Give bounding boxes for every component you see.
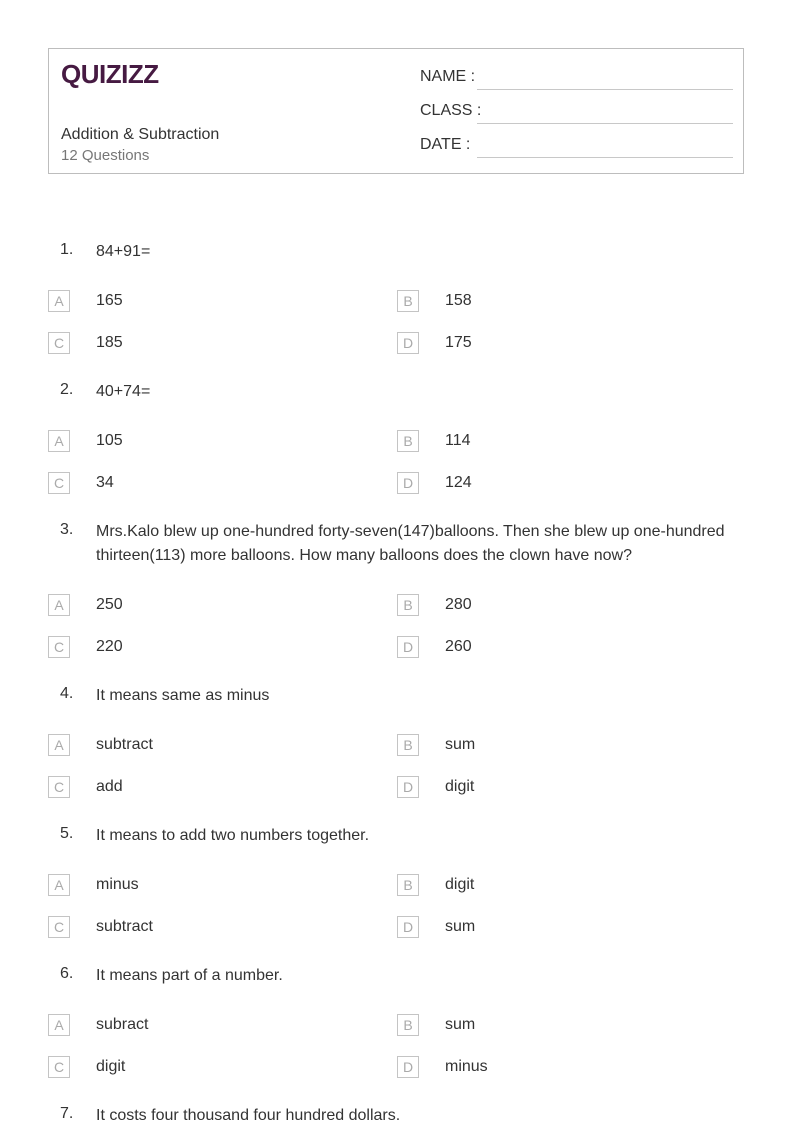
- option-d-box[interactable]: D: [397, 916, 419, 938]
- option-a-box[interactable]: A: [48, 594, 70, 616]
- question-text: It means part of a number.: [96, 967, 283, 984]
- question-text: 84+91=: [96, 243, 151, 260]
- option-d-text: digit: [445, 778, 475, 795]
- option-a-text: 165: [96, 292, 123, 309]
- option-d-text: 124: [445, 474, 472, 491]
- option-d-box[interactable]: D: [397, 472, 419, 494]
- question-number: 6.: [60, 965, 74, 982]
- question-text: It means to add two numbers together.: [96, 827, 370, 844]
- option-c-box[interactable]: C: [48, 332, 70, 354]
- option-b-box[interactable]: B: [397, 430, 419, 452]
- option-b-text: 280: [445, 596, 472, 613]
- option-b-text: sum: [445, 736, 476, 753]
- question-text: Mrs.Kalo blew up one-hundred forty-seven(147)balloons. Then she blew up one-hundred thirteen(113) more balloons. How many balloons does the clown have now?: [96, 523, 725, 564]
- option-a-box[interactable]: A: [48, 290, 70, 312]
- option-b-text: sum: [445, 1016, 476, 1033]
- option-b-box[interactable]: B: [397, 874, 419, 896]
- option-d-text: 175: [445, 334, 472, 351]
- option-d-box[interactable]: D: [397, 636, 419, 658]
- date-label: DATE :: [420, 136, 471, 153]
- option-c-text: add: [96, 778, 123, 795]
- question-text: It means same as minus: [96, 687, 270, 704]
- option-c-text: digit: [96, 1058, 126, 1075]
- question-number: 1.: [60, 241, 74, 258]
- option-b-box[interactable]: B: [397, 594, 419, 616]
- option-c-box[interactable]: C: [48, 1056, 70, 1078]
- option-a-text: 250: [96, 596, 123, 613]
- option-b-text: 114: [445, 432, 471, 449]
- worksheet-title: Addition & Subtraction: [61, 126, 220, 143]
- option-c-text: 34: [96, 474, 114, 491]
- option-c-text: subtract: [96, 918, 153, 935]
- option-b-box[interactable]: B: [397, 1014, 419, 1036]
- option-c-box[interactable]: C: [48, 776, 70, 798]
- option-c-box[interactable]: C: [48, 916, 70, 938]
- class-label: CLASS :: [420, 102, 482, 119]
- option-a-text: minus: [96, 876, 139, 893]
- question-number: 3.: [60, 521, 74, 538]
- date-field[interactable]: [420, 136, 733, 158]
- question-number: 4.: [60, 685, 74, 702]
- option-d-text: 260: [445, 638, 472, 655]
- class-field[interactable]: [420, 102, 733, 124]
- question-text: 40+74=: [96, 383, 151, 400]
- name-field[interactable]: [420, 68, 733, 90]
- option-c-text: 185: [96, 334, 123, 351]
- name-line[interactable]: [477, 89, 733, 90]
- option-d-text: sum: [445, 918, 476, 935]
- option-d-box[interactable]: D: [397, 1056, 419, 1078]
- option-b-text: digit: [445, 876, 475, 893]
- option-d-text: minus: [445, 1058, 488, 1075]
- quizizz-logo: QUIZIZZ: [61, 59, 159, 89]
- question-number: 5.: [60, 825, 74, 842]
- option-a-text: subtract: [96, 736, 153, 753]
- question-number: 2.: [60, 381, 74, 398]
- option-d-box[interactable]: D: [397, 776, 419, 798]
- option-b-text: 158: [445, 292, 472, 309]
- option-a-box[interactable]: A: [48, 430, 70, 452]
- date-line[interactable]: [477, 157, 733, 158]
- question-number: 7.: [60, 1105, 74, 1122]
- option-c-box[interactable]: C: [48, 636, 70, 658]
- class-line[interactable]: [477, 123, 733, 124]
- option-a-text: subract: [96, 1016, 149, 1033]
- option-c-text: 220: [96, 638, 123, 655]
- question-count: 12 Questions: [61, 147, 150, 164]
- worksheet-header: [48, 48, 744, 174]
- option-a-text: 105: [96, 432, 123, 449]
- option-d-box[interactable]: D: [397, 332, 419, 354]
- option-a-box[interactable]: A: [48, 874, 70, 896]
- option-a-box[interactable]: A: [48, 734, 70, 756]
- option-b-box[interactable]: B: [397, 734, 419, 756]
- option-a-box[interactable]: A: [48, 1014, 70, 1036]
- option-c-box[interactable]: C: [48, 472, 70, 494]
- question-text: It costs four thousand four hundred dollars.: [96, 1107, 401, 1124]
- option-b-box[interactable]: B: [397, 290, 419, 312]
- name-label: NAME :: [420, 68, 476, 85]
